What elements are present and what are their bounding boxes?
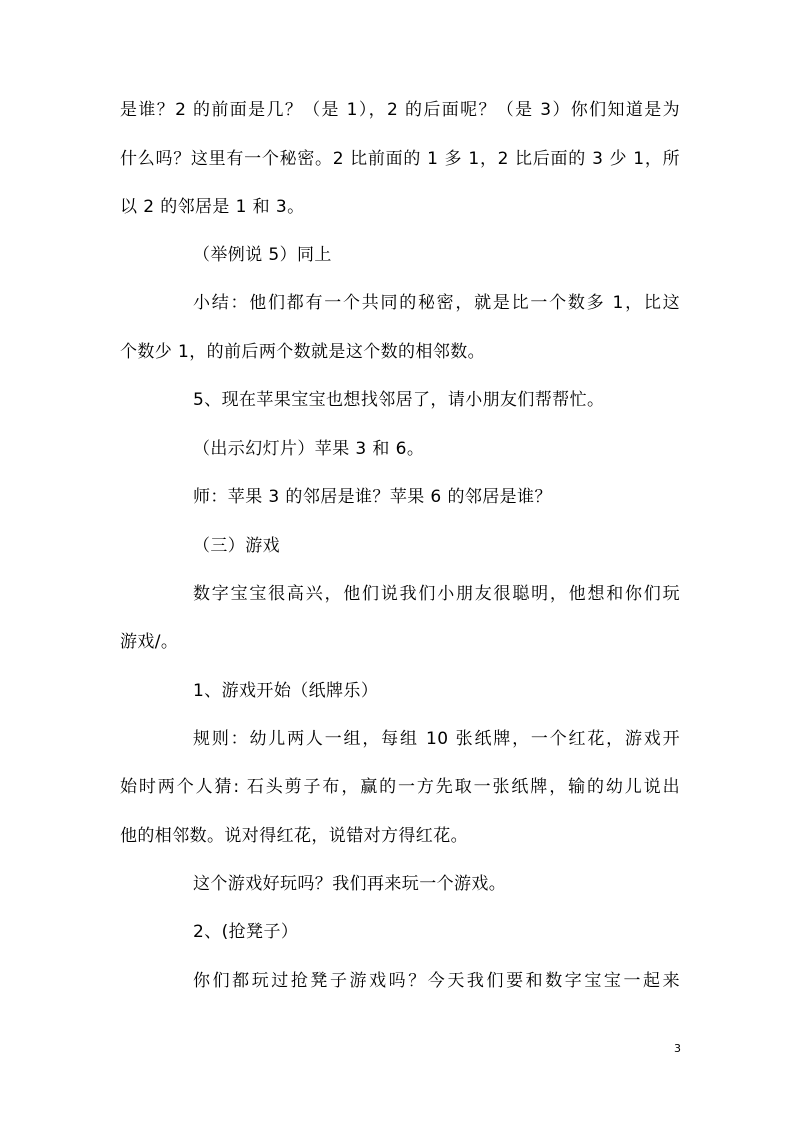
page-number: 3 <box>674 1042 681 1055</box>
paragraph-line: 小结：他们都有一个共同的秘密，就是比一个数多 1，比这 <box>193 293 680 313</box>
paragraph-line: 个数少 1，的前后两个数就是这个数的相邻数。 <box>120 342 486 362</box>
paragraph-line: 规则：幼儿两人一组，每组 10 张纸牌，一个红花，游戏开 <box>193 729 680 749</box>
paragraph-line: 他的相邻数。说对得红花，说错对方得红花。 <box>120 826 468 846</box>
section-heading: （三）游戏 <box>193 536 280 556</box>
paragraph-line: 游戏/。 <box>120 632 179 652</box>
paragraph-line: 是谁？2 的前面是几？（是 1），2 的后面呢？（是 3）你们知道是为 <box>120 100 680 120</box>
paragraph-line: 1、游戏开始（纸牌乐） <box>193 681 379 701</box>
paragraph-line: （举例说 5）同上 <box>193 245 332 265</box>
paragraph-line: 始时两个人猜: 石头剪子布，赢的一方先取一张纸牌，输的幼儿说出 <box>120 777 680 797</box>
paragraph-line: 什么吗？这里有一个秘密。2 比前面的 1 多 1，2 比后面的 3 少 1，所 <box>120 149 680 169</box>
paragraph-line: 这个游戏好玩吗？我们再来玩一个游戏。 <box>193 874 507 894</box>
paragraph-line: 5、现在苹果宝宝也想找邻居了，请小朋友们帮帮忙。 <box>193 390 605 410</box>
paragraph-line: 数字宝宝很高兴，他们说我们小朋友很聪明，他想和你们玩 <box>193 584 680 604</box>
paragraph-line: 2、(抢凳子） <box>193 922 299 942</box>
paragraph-line: （出示幻灯片）苹果 3 和 6。 <box>193 439 425 459</box>
paragraph-line: 以 2 的邻居是 1 和 3。 <box>120 197 305 217</box>
paragraph-line: 师：苹果 3 的邻居是谁？苹果 6 的邻居是谁？ <box>193 487 552 507</box>
paragraph-line: 你们都玩过抢凳子游戏吗？今天我们要和数字宝宝一起来 <box>193 971 680 991</box>
